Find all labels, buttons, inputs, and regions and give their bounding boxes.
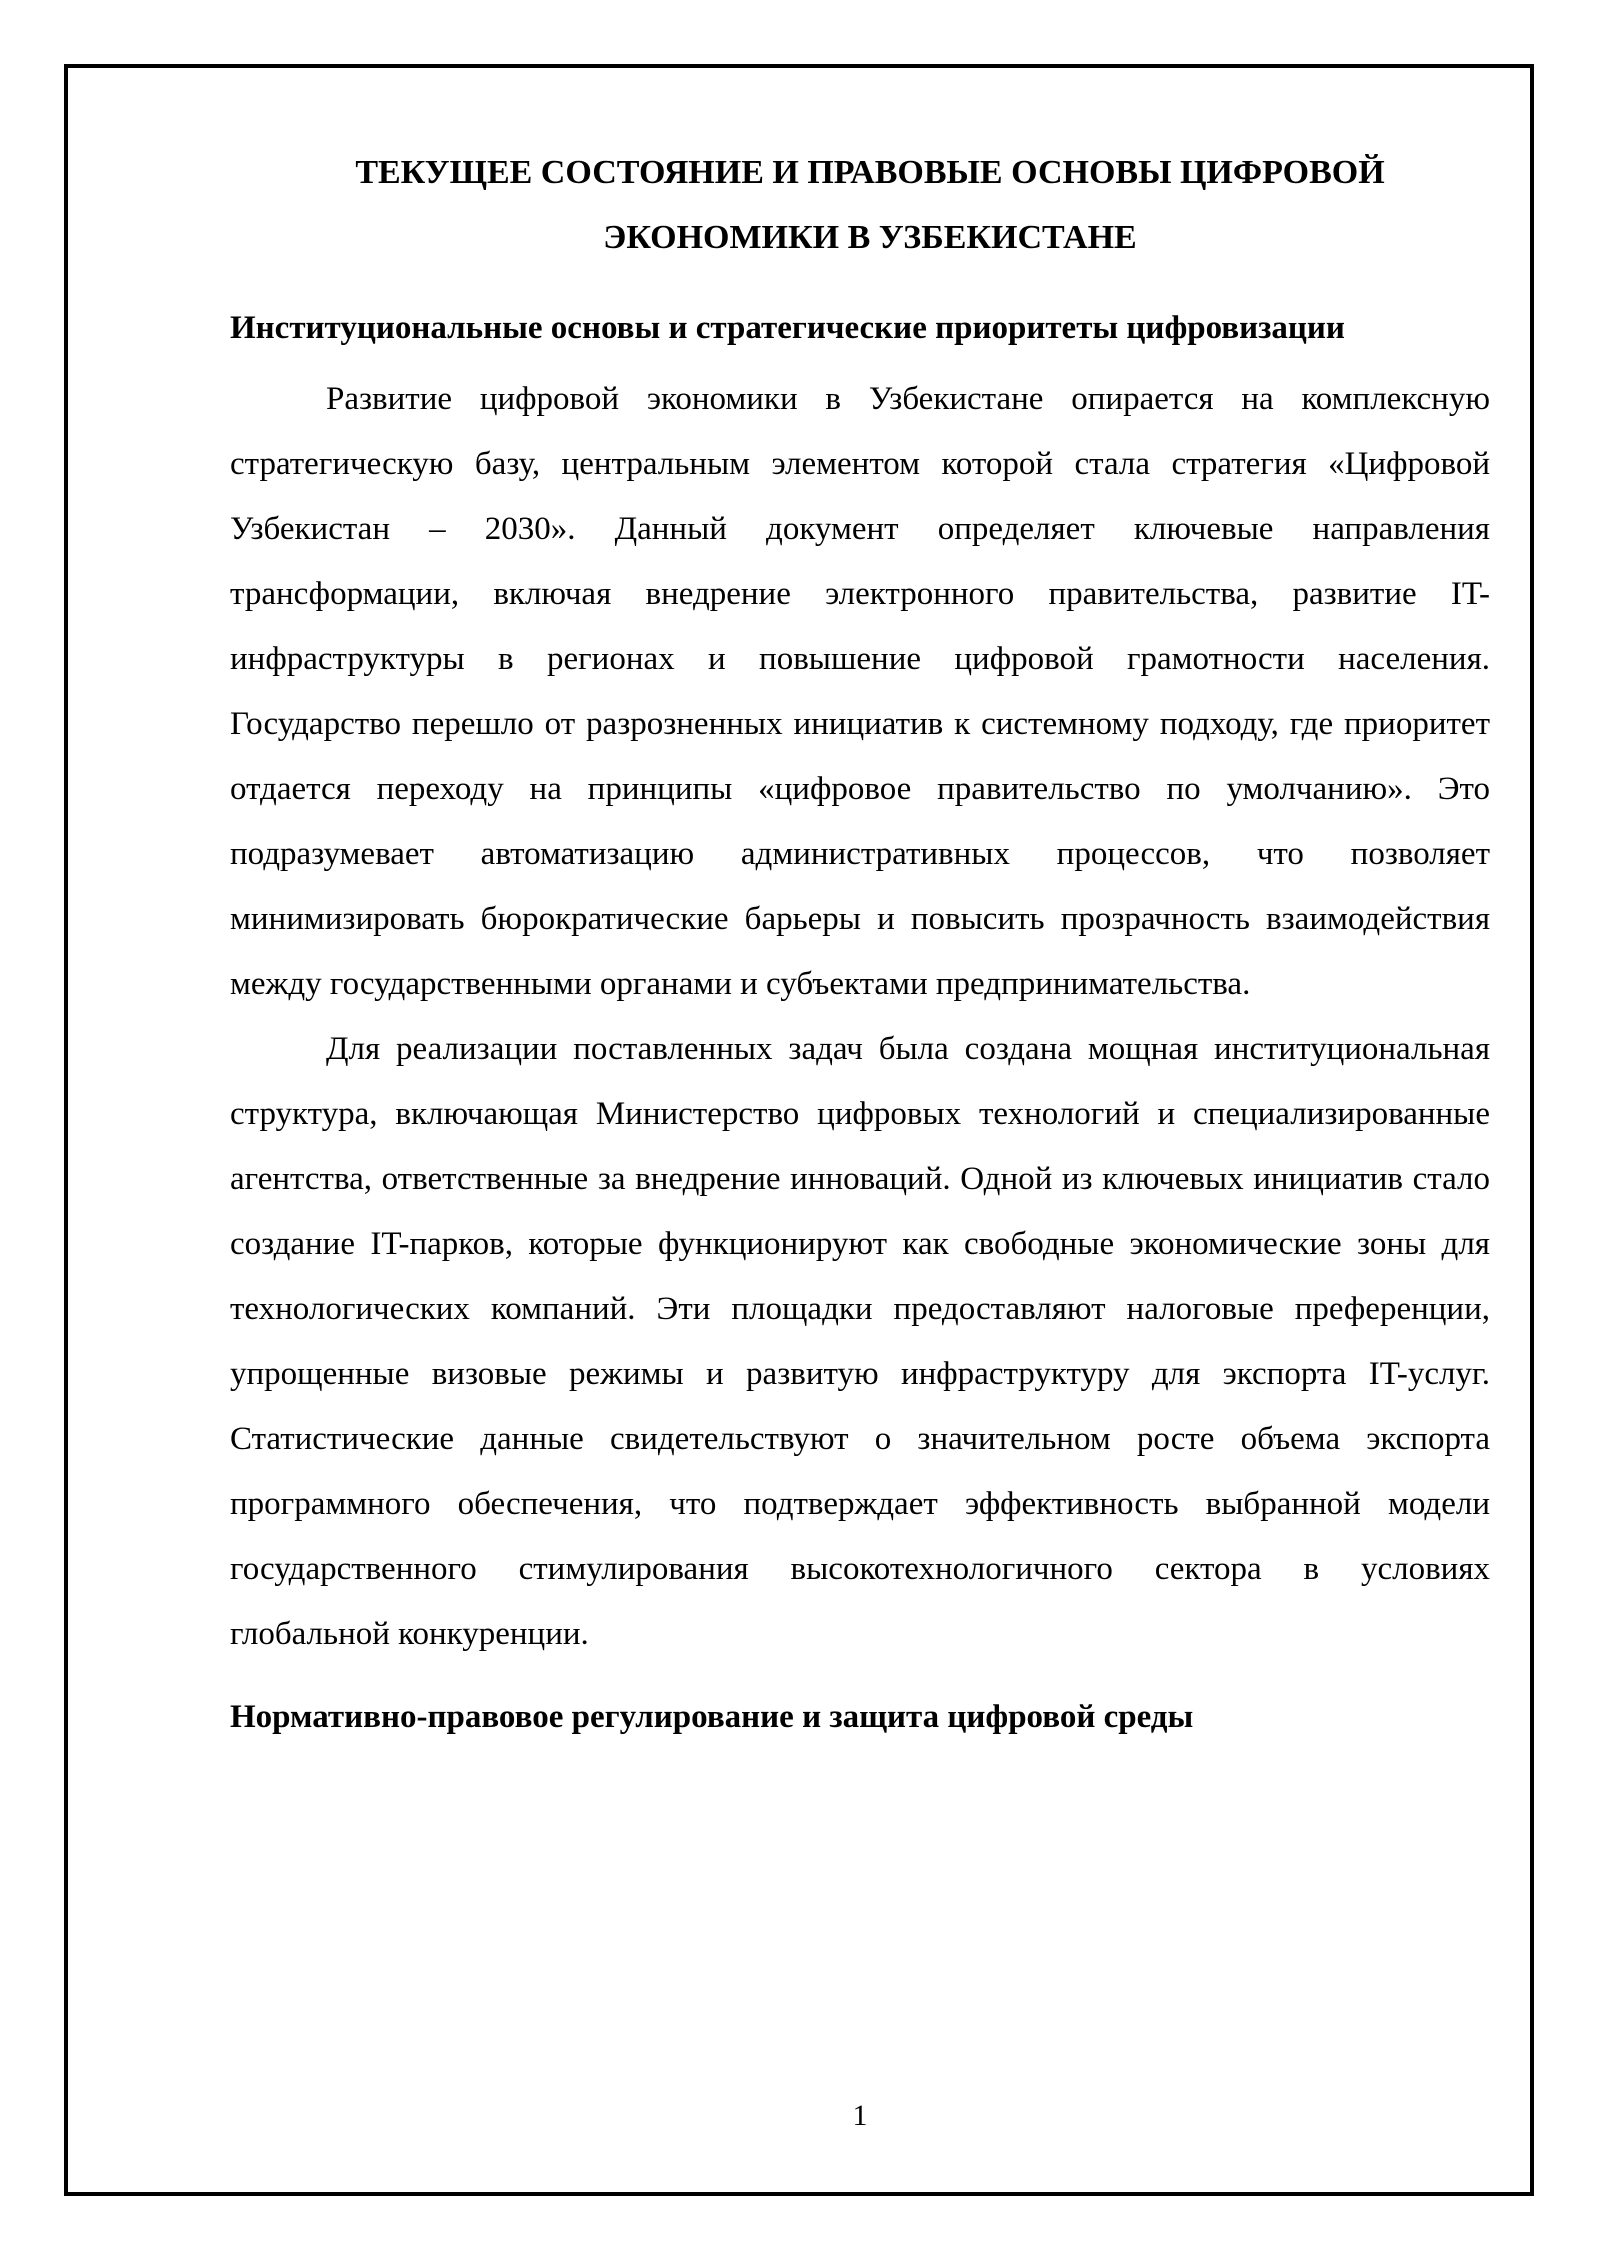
section-heading-institutional: Институциональные основы и стратегические приоритеты цифровизации <box>230 310 1345 346</box>
section-heading-regulation: Нормативно-правовое регулирование и защита цифровой среды <box>230 1699 1194 1735</box>
paragraph-institutions: Для реализации поставленных задач была создана мощная институциональная структура, включающая Министерство цифровых технологий и специализированные агентства, ответственные за внедрение инноваций. Одной из ключевых инициатив стало создание IT-парков, которые функционируют как свободные экономические зоны для технологических компаний. Эти площадки предоставляют налоговые преференции, упрощенные визовые режимы и развитую инфраструктуру для экспорта IT-услуг. Статистические данные свидетельствуют о значительном росте объема экспорта программного обеспечения, что подтверждает эффективность выбранной модели государственного стимулирования высокотехнологичного сектора в условиях глобальной конкуренции. <box>230 1031 1490 1652</box>
document-body <box>230 140 1490 1750</box>
document-title: ТЕКУЩЕЕ СОСТОЯНИЕ И ПРАВОВЫЕ ОСНОВЫ ЦИФРОВОЙ ЭКОНОМИКИ В УЗБЕКИСТАНЕ <box>355 154 1385 256</box>
paragraph-strategy: Развитие цифровой экономики в Узбекистане опирается на комплексную стратегическую базу, центральным элементом которой стала стратегия «Цифровой Узбекистан – 2030». Данный документ определяет ключевые направления трансформации, включая внедрение электронного правительства, развитие IT-инфраструктуры в регионах и повышение цифровой грамотности населения. Государство перешло от разрозненных инициатив к системному подходу, где приоритет отдается переходу на принципы «цифровое правительство по умолчанию». Это подразумевает автоматизацию административных процессов, что позволяет минимизировать бюрократические барьеры и повысить прозрачность взаимодействия между государственными органами и субъектами предпринимательства. <box>230 381 1490 1002</box>
page-number: 1 <box>852 2099 868 2132</box>
